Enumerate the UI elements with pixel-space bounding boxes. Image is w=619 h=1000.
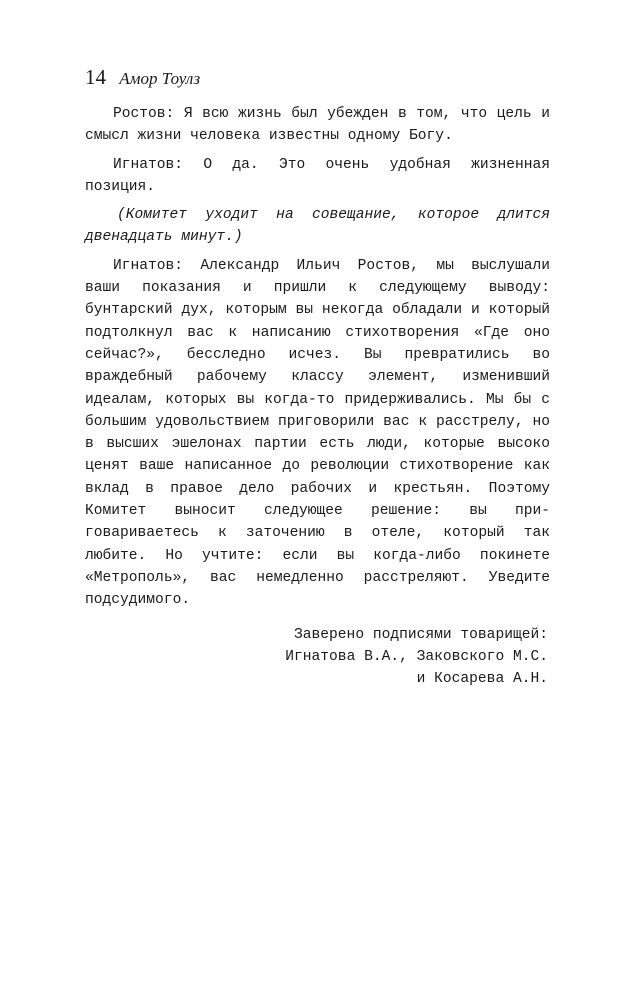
signature-line: Заверено подписями товарищей: <box>294 626 548 643</box>
dialogue-rostov: Ростов: Я всю жизнь был убежден в том, что цель и смысл жизни человека известны одному Богу. <box>85 106 550 145</box>
stage-direction: (Комитет уходит на совещание, которое длится двенадцать минут.) <box>85 207 550 246</box>
signature-line: и Косарева А.Н. <box>416 671 548 688</box>
body-text <box>85 103 550 690</box>
book-page <box>85 64 550 690</box>
signature-block <box>85 624 550 691</box>
running-head-author: Амор Тоулз <box>119 69 201 88</box>
running-head <box>85 64 550 92</box>
dialogue-ignatov-reply: Игнатов: О да. Это очень удобная жизненная позиция. <box>85 156 550 195</box>
signature-line: Игнатова В.А., Заковского М.С. <box>285 648 548 665</box>
dialogue-ignatov-verdict: Игнатов: Александр Ильич Ростов, мы выслушали ваши показания и пришли к следующему выводу: бунтарский дух, которым вы некогда обладали и который подтолкнул вас к написанию стихотворения «Где оно сейчас?», бесследно исчез. Вы превратились во враждебный рабочему классу элемент, изменивший идеалам, которых вы когда-то придерживались. Мы бы с большим удовольствием приговорили вас к расстрелу, но в высших эшелонах партии есть люди, которые высоко ценят ваше написанное до революции стихотворение как вклад в правое дело рабочих и крестьян. Поэтому Комитет выносит следующее решение: вы приговариваетесь к заточению в отеле, который так любите. Но учтите: если вы когда-либо покинете «Метрополь», вас немедленно расстреляют. Уведите подсудимого. <box>85 257 550 609</box>
page-number: 14 <box>85 65 106 89</box>
